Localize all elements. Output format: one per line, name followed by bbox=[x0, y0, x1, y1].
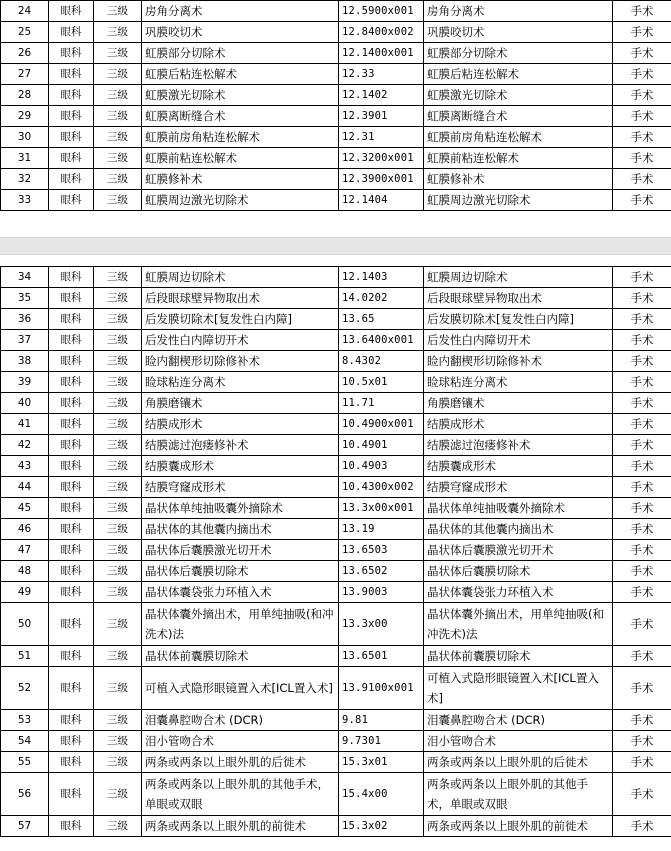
type-cell: 手术 bbox=[613, 752, 671, 773]
type-cell: 手术 bbox=[613, 498, 671, 519]
procedure-name-cell: 后段眼球壁异物取出术 bbox=[142, 288, 339, 309]
department-cell: 眼科 bbox=[49, 603, 94, 646]
row-number: 43 bbox=[1, 456, 49, 477]
type-cell: 手术 bbox=[613, 267, 671, 288]
procedure-name-cell: 虹膜修补术 bbox=[142, 169, 339, 190]
procedure-code-cell: 10.4900x001 bbox=[339, 414, 424, 435]
row-number: 36 bbox=[1, 309, 49, 330]
row-number: 50 bbox=[1, 603, 49, 646]
department-cell: 眼科 bbox=[49, 106, 94, 127]
procedure-code-cell: 12.1400x001 bbox=[339, 43, 424, 64]
level-cell: 三级 bbox=[94, 267, 142, 288]
level-cell: 三级 bbox=[94, 372, 142, 393]
row-number: 30 bbox=[1, 127, 49, 148]
procedure-name-alt-cell: 晶状体后囊膜切除术 bbox=[424, 561, 613, 582]
department-cell: 眼科 bbox=[49, 190, 94, 211]
type-cell: 手术 bbox=[613, 330, 671, 351]
row-number: 29 bbox=[1, 106, 49, 127]
procedure-name-alt-cell: 虹膜离断缝合术 bbox=[424, 106, 613, 127]
row-number: 26 bbox=[1, 43, 49, 64]
procedure-code-cell: 15.3x01 bbox=[339, 752, 424, 773]
procedure-code-cell: 12.5900x001 bbox=[339, 1, 424, 22]
level-cell: 三级 bbox=[94, 816, 142, 837]
department-cell: 眼科 bbox=[49, 22, 94, 43]
type-cell: 手术 bbox=[613, 127, 671, 148]
row-number: 38 bbox=[1, 351, 49, 372]
department-cell: 眼科 bbox=[49, 561, 94, 582]
procedure-code-cell: 15.4x00 bbox=[339, 773, 424, 816]
row-number: 35 bbox=[1, 288, 49, 309]
row-number: 33 bbox=[1, 190, 49, 211]
level-cell: 三级 bbox=[94, 127, 142, 148]
procedure-name-cell: 后发膜切除术[复发性白内障] bbox=[142, 309, 339, 330]
row-number: 40 bbox=[1, 393, 49, 414]
level-cell: 三级 bbox=[94, 106, 142, 127]
level-cell: 三级 bbox=[94, 288, 142, 309]
procedure-name-alt-cell: 虹膜周边切除术 bbox=[424, 267, 613, 288]
row-number: 57 bbox=[1, 816, 49, 837]
level-cell: 三级 bbox=[94, 393, 142, 414]
procedure-name-cell: 晶状体单纯抽吸囊外摘除术 bbox=[142, 498, 339, 519]
table-row bbox=[1, 603, 671, 646]
row-number: 44 bbox=[1, 477, 49, 498]
department-cell: 眼科 bbox=[49, 477, 94, 498]
row-number: 41 bbox=[1, 414, 49, 435]
level-cell: 三级 bbox=[94, 456, 142, 477]
procedure-code-cell: 13.6400x001 bbox=[339, 330, 424, 351]
type-cell: 手术 bbox=[613, 710, 671, 731]
row-number: 34 bbox=[1, 267, 49, 288]
procedure-code-cell: 13.6503 bbox=[339, 540, 424, 561]
procedure-name-alt-cell: 晶状体后囊膜激光切开术 bbox=[424, 540, 613, 561]
level-cell: 三级 bbox=[94, 148, 142, 169]
table-row bbox=[1, 43, 671, 64]
procedure-name-cell: 两条或两条以上眼外肌的其他手术，单眼或双眼 bbox=[142, 773, 339, 816]
type-cell: 手术 bbox=[613, 1, 671, 22]
procedure-code-cell: 8.4302 bbox=[339, 351, 424, 372]
row-number: 51 bbox=[1, 646, 49, 667]
table-row bbox=[1, 148, 671, 169]
department-cell: 眼科 bbox=[49, 731, 94, 752]
table-row bbox=[1, 710, 671, 731]
table-row bbox=[1, 330, 671, 351]
procedure-name-alt-cell: 泪小管吻合术 bbox=[424, 731, 613, 752]
procedure-name-cell: 结膜穹窿成形术 bbox=[142, 477, 339, 498]
procedure-code-cell: 13.9100x001 bbox=[339, 667, 424, 710]
type-cell: 手术 bbox=[613, 169, 671, 190]
procedure-name-alt-cell: 虹膜前粘连松解术 bbox=[424, 148, 613, 169]
level-cell: 三级 bbox=[94, 603, 142, 646]
procedure-name-cell: 泪小管吻合术 bbox=[142, 731, 339, 752]
type-cell: 手术 bbox=[613, 816, 671, 837]
row-number: 42 bbox=[1, 435, 49, 456]
table-row bbox=[1, 106, 671, 127]
procedure-name-cell: 结膜囊成形术 bbox=[142, 456, 339, 477]
department-cell: 眼科 bbox=[49, 85, 94, 106]
procedure-code-cell: 12.3901 bbox=[339, 106, 424, 127]
level-cell: 三级 bbox=[94, 498, 142, 519]
department-cell: 眼科 bbox=[49, 351, 94, 372]
procedure-name-cell: 虹膜离断缝合术 bbox=[142, 106, 339, 127]
procedure-name-cell: 虹膜激光切除术 bbox=[142, 85, 339, 106]
type-cell: 手术 bbox=[613, 106, 671, 127]
procedure-code-cell: 9.7301 bbox=[339, 731, 424, 752]
table-row bbox=[1, 351, 671, 372]
procedure-code-cell: 13.6502 bbox=[339, 561, 424, 582]
procedure-name-cell: 结膜成形术 bbox=[142, 414, 339, 435]
row-number: 39 bbox=[1, 372, 49, 393]
level-cell: 三级 bbox=[94, 169, 142, 190]
procedure-code-cell: 13.3x00x001 bbox=[339, 498, 424, 519]
table-row bbox=[1, 1, 671, 22]
table-row bbox=[1, 561, 671, 582]
procedure-name-cell: 虹膜后粘连松解术 bbox=[142, 64, 339, 85]
table-row bbox=[1, 667, 671, 710]
procedure-name-alt-cell: 后发性白内障切开术 bbox=[424, 330, 613, 351]
table-row bbox=[1, 372, 671, 393]
procedure-name-alt-cell: 睑内翻楔形切除修补术 bbox=[424, 351, 613, 372]
procedure-code-cell: 12.3900x001 bbox=[339, 169, 424, 190]
department-cell: 眼科 bbox=[49, 752, 94, 773]
type-cell: 手术 bbox=[613, 190, 671, 211]
procedure-name-alt-cell: 晶状体的其他囊内摘出术 bbox=[424, 519, 613, 540]
department-cell: 眼科 bbox=[49, 372, 94, 393]
procedure-name-alt-cell: 虹膜部分切除术 bbox=[424, 43, 613, 64]
type-cell: 手术 bbox=[613, 773, 671, 816]
procedure-code-cell: 12.31 bbox=[339, 127, 424, 148]
type-cell: 手术 bbox=[613, 288, 671, 309]
table-row bbox=[1, 435, 671, 456]
table-row bbox=[1, 169, 671, 190]
procedure-name-alt-cell: 结膜囊成形术 bbox=[424, 456, 613, 477]
table-row bbox=[1, 456, 671, 477]
procedure-code-cell: 14.0202 bbox=[339, 288, 424, 309]
procedure-name-cell: 虹膜周边切除术 bbox=[142, 267, 339, 288]
procedure-code-cell: 12.1403 bbox=[339, 267, 424, 288]
procedure-name-cell: 结膜滤过泡瘘修补术 bbox=[142, 435, 339, 456]
type-cell: 手术 bbox=[613, 148, 671, 169]
type-cell: 手术 bbox=[613, 64, 671, 85]
department-cell: 眼科 bbox=[49, 435, 94, 456]
type-cell: 手术 bbox=[613, 85, 671, 106]
type-cell: 手术 bbox=[613, 372, 671, 393]
procedure-name-alt-cell: 虹膜周边激光切除术 bbox=[424, 190, 613, 211]
procedure-code-cell: 12.8400x002 bbox=[339, 22, 424, 43]
procedure-code-cell: 13.19 bbox=[339, 519, 424, 540]
table-page-1 bbox=[0, 0, 671, 211]
procedure-name-alt-cell: 巩膜咬切术 bbox=[424, 22, 613, 43]
department-cell: 眼科 bbox=[49, 127, 94, 148]
department-cell: 眼科 bbox=[49, 393, 94, 414]
type-cell: 手术 bbox=[613, 519, 671, 540]
procedure-name-cell: 虹膜周边激光切除术 bbox=[142, 190, 339, 211]
procedure-name-alt-cell: 房角分离术 bbox=[424, 1, 613, 22]
procedure-name-alt-cell: 虹膜前房角粘连松解术 bbox=[424, 127, 613, 148]
procedure-code-cell: 13.6501 bbox=[339, 646, 424, 667]
procedure-code-cell: 10.5x01 bbox=[339, 372, 424, 393]
type-cell: 手术 bbox=[613, 731, 671, 752]
procedure-name-alt-cell: 泪囊鼻腔吻合术 (DCR) bbox=[424, 710, 613, 731]
row-number: 55 bbox=[1, 752, 49, 773]
department-cell: 眼科 bbox=[49, 330, 94, 351]
procedure-name-cell: 晶状体囊外摘出术，用单纯抽吸(和冲洗术)法 bbox=[142, 603, 339, 646]
table-row bbox=[1, 393, 671, 414]
procedure-code-cell: 10.4300x002 bbox=[339, 477, 424, 498]
procedure-name-cell: 巩膜咬切术 bbox=[142, 22, 339, 43]
type-cell: 手术 bbox=[613, 435, 671, 456]
department-cell: 眼科 bbox=[49, 148, 94, 169]
level-cell: 三级 bbox=[94, 85, 142, 106]
row-number: 25 bbox=[1, 22, 49, 43]
procedure-name-cell: 角膜磨镶术 bbox=[142, 393, 339, 414]
level-cell: 三级 bbox=[94, 773, 142, 816]
procedure-code-cell: 13.9003 bbox=[339, 582, 424, 603]
row-number: 45 bbox=[1, 498, 49, 519]
procedure-name-cell: 晶状体的其他囊内摘出术 bbox=[142, 519, 339, 540]
type-cell: 手术 bbox=[613, 540, 671, 561]
procedure-name-alt-cell: 睑球粘连分离术 bbox=[424, 372, 613, 393]
type-cell: 手术 bbox=[613, 22, 671, 43]
procedure-name-cell: 房角分离术 bbox=[142, 1, 339, 22]
table-row bbox=[1, 309, 671, 330]
level-cell: 三级 bbox=[94, 540, 142, 561]
row-number: 31 bbox=[1, 148, 49, 169]
level-cell: 三级 bbox=[94, 190, 142, 211]
level-cell: 三级 bbox=[94, 646, 142, 667]
procedure-name-alt-cell: 两条或两条以上眼外肌的其他手术，单眼或双眼 bbox=[424, 773, 613, 816]
department-cell: 眼科 bbox=[49, 64, 94, 85]
level-cell: 三级 bbox=[94, 330, 142, 351]
level-cell: 三级 bbox=[94, 22, 142, 43]
procedure-name-alt-cell: 晶状体前囊膜切除术 bbox=[424, 646, 613, 667]
table-row bbox=[1, 267, 671, 288]
level-cell: 三级 bbox=[94, 561, 142, 582]
procedure-code-cell: 11.71 bbox=[339, 393, 424, 414]
procedure-code-cell: 10.4903 bbox=[339, 456, 424, 477]
type-cell: 手术 bbox=[613, 456, 671, 477]
level-cell: 三级 bbox=[94, 667, 142, 710]
procedure-code-cell: 10.4901 bbox=[339, 435, 424, 456]
procedure-code-cell: 13.65 bbox=[339, 309, 424, 330]
procedure-name-alt-cell: 晶状体单纯抽吸囊外摘除术 bbox=[424, 498, 613, 519]
procedure-name-cell: 睑内翻楔形切除修补术 bbox=[142, 351, 339, 372]
procedure-name-alt-cell: 虹膜后粘连松解术 bbox=[424, 64, 613, 85]
page-break bbox=[0, 215, 671, 266]
level-cell: 三级 bbox=[94, 414, 142, 435]
table-row bbox=[1, 127, 671, 148]
procedure-name-cell: 晶状体囊袋张力环植入术 bbox=[142, 582, 339, 603]
procedure-code-cell: 15.3x02 bbox=[339, 816, 424, 837]
procedure-name-alt-cell: 两条或两条以上眼外肌的后徙术 bbox=[424, 752, 613, 773]
row-number: 56 bbox=[1, 773, 49, 816]
row-number: 28 bbox=[1, 85, 49, 106]
department-cell: 眼科 bbox=[49, 710, 94, 731]
table-row bbox=[1, 190, 671, 211]
table-row bbox=[1, 64, 671, 85]
procedure-name-alt-cell: 角膜磨镶术 bbox=[424, 393, 613, 414]
row-number: 27 bbox=[1, 64, 49, 85]
level-cell: 三级 bbox=[94, 731, 142, 752]
procedure-name-cell: 晶状体后囊膜激光切开术 bbox=[142, 540, 339, 561]
procedure-name-cell: 虹膜前房角粘连松解术 bbox=[142, 127, 339, 148]
department-cell: 眼科 bbox=[49, 667, 94, 710]
row-number: 32 bbox=[1, 169, 49, 190]
procedure-name-cell: 两条或两条以上眼外肌的后徙术 bbox=[142, 752, 339, 773]
procedure-name-cell: 晶状体前囊膜切除术 bbox=[142, 646, 339, 667]
procedure-name-cell: 后发性白内障切开术 bbox=[142, 330, 339, 351]
table-row bbox=[1, 477, 671, 498]
procedure-table-2 bbox=[0, 266, 671, 837]
department-cell: 眼科 bbox=[49, 519, 94, 540]
level-cell: 三级 bbox=[94, 752, 142, 773]
row-number: 52 bbox=[1, 667, 49, 710]
procedure-name-cell: 可植入式隐形眼镜置入术[ICL置入术] bbox=[142, 667, 339, 710]
table-row bbox=[1, 288, 671, 309]
department-cell: 眼科 bbox=[49, 43, 94, 64]
type-cell: 手术 bbox=[613, 582, 671, 603]
department-cell: 眼科 bbox=[49, 582, 94, 603]
department-cell: 眼科 bbox=[49, 646, 94, 667]
type-cell: 手术 bbox=[613, 646, 671, 667]
row-number: 48 bbox=[1, 561, 49, 582]
department-cell: 眼科 bbox=[49, 169, 94, 190]
procedure-name-alt-cell: 晶状体囊外摘出术，用单纯抽吸(和冲洗术)法 bbox=[424, 603, 613, 646]
department-cell: 眼科 bbox=[49, 498, 94, 519]
table-row bbox=[1, 85, 671, 106]
row-number: 49 bbox=[1, 582, 49, 603]
department-cell: 眼科 bbox=[49, 288, 94, 309]
procedure-table-1 bbox=[0, 0, 671, 211]
type-cell: 手术 bbox=[613, 667, 671, 710]
row-number: 47 bbox=[1, 540, 49, 561]
procedure-name-alt-cell: 结膜成形术 bbox=[424, 414, 613, 435]
table-row bbox=[1, 519, 671, 540]
level-cell: 三级 bbox=[94, 1, 142, 22]
type-cell: 手术 bbox=[613, 393, 671, 414]
table-row bbox=[1, 752, 671, 773]
procedure-name-alt-cell: 两条或两条以上眼外肌的前徙术 bbox=[424, 816, 613, 837]
level-cell: 三级 bbox=[94, 43, 142, 64]
department-cell: 眼科 bbox=[49, 414, 94, 435]
procedure-name-alt-cell: 晶状体囊袋张力环植入术 bbox=[424, 582, 613, 603]
row-number: 24 bbox=[1, 1, 49, 22]
level-cell: 三级 bbox=[94, 519, 142, 540]
level-cell: 三级 bbox=[94, 64, 142, 85]
table-row bbox=[1, 582, 671, 603]
procedure-name-alt-cell: 后发膜切除术[复发性白内障] bbox=[424, 309, 613, 330]
department-cell: 眼科 bbox=[49, 1, 94, 22]
row-number: 46 bbox=[1, 519, 49, 540]
department-cell: 眼科 bbox=[49, 816, 94, 837]
procedure-name-cell: 虹膜部分切除术 bbox=[142, 43, 339, 64]
department-cell: 眼科 bbox=[49, 456, 94, 477]
department-cell: 眼科 bbox=[49, 309, 94, 330]
level-cell: 三级 bbox=[94, 435, 142, 456]
table-row bbox=[1, 498, 671, 519]
table-row bbox=[1, 22, 671, 43]
table-row bbox=[1, 816, 671, 837]
table-page-2 bbox=[0, 266, 671, 837]
department-cell: 眼科 bbox=[49, 773, 94, 816]
procedure-name-alt-cell: 后段眼球壁异物取出术 bbox=[424, 288, 613, 309]
type-cell: 手术 bbox=[613, 477, 671, 498]
row-number: 54 bbox=[1, 731, 49, 752]
procedure-name-cell: 泪囊鼻腔吻合术 (DCR) bbox=[142, 710, 339, 731]
level-cell: 三级 bbox=[94, 309, 142, 330]
procedure-code-cell: 12.33 bbox=[339, 64, 424, 85]
table-row bbox=[1, 414, 671, 435]
procedure-code-cell: 13.3x00 bbox=[339, 603, 424, 646]
table-row bbox=[1, 731, 671, 752]
type-cell: 手术 bbox=[613, 309, 671, 330]
procedure-name-alt-cell: 结膜滤过泡瘘修补术 bbox=[424, 435, 613, 456]
table-row bbox=[1, 646, 671, 667]
procedure-name-cell: 睑球粘连分离术 bbox=[142, 372, 339, 393]
procedure-name-alt-cell: 虹膜修补术 bbox=[424, 169, 613, 190]
procedure-name-alt-cell: 结膜穹窿成形术 bbox=[424, 477, 613, 498]
level-cell: 三级 bbox=[94, 351, 142, 372]
table-row bbox=[1, 773, 671, 816]
level-cell: 三级 bbox=[94, 477, 142, 498]
procedure-name-alt-cell: 可植入式隐形眼镜置入术[ICL置入术] bbox=[424, 667, 613, 710]
type-cell: 手术 bbox=[613, 43, 671, 64]
procedure-code-cell: 12.3200x001 bbox=[339, 148, 424, 169]
procedure-name-cell: 虹膜前粘连松解术 bbox=[142, 148, 339, 169]
procedure-code-cell: 12.1402 bbox=[339, 85, 424, 106]
department-cell: 眼科 bbox=[49, 540, 94, 561]
type-cell: 手术 bbox=[613, 603, 671, 646]
level-cell: 三级 bbox=[94, 710, 142, 731]
type-cell: 手术 bbox=[613, 561, 671, 582]
type-cell: 手术 bbox=[613, 351, 671, 372]
type-cell: 手术 bbox=[613, 414, 671, 435]
procedure-name-cell: 晶状体后囊膜切除术 bbox=[142, 561, 339, 582]
procedure-name-alt-cell: 虹膜激光切除术 bbox=[424, 85, 613, 106]
procedure-code-cell: 9.81 bbox=[339, 710, 424, 731]
level-cell: 三级 bbox=[94, 582, 142, 603]
department-cell: 眼科 bbox=[49, 267, 94, 288]
procedure-name-cell: 两条或两条以上眼外肌的前徙术 bbox=[142, 816, 339, 837]
procedure-code-cell: 12.1404 bbox=[339, 190, 424, 211]
table-row bbox=[1, 540, 671, 561]
row-number: 37 bbox=[1, 330, 49, 351]
row-number: 53 bbox=[1, 710, 49, 731]
